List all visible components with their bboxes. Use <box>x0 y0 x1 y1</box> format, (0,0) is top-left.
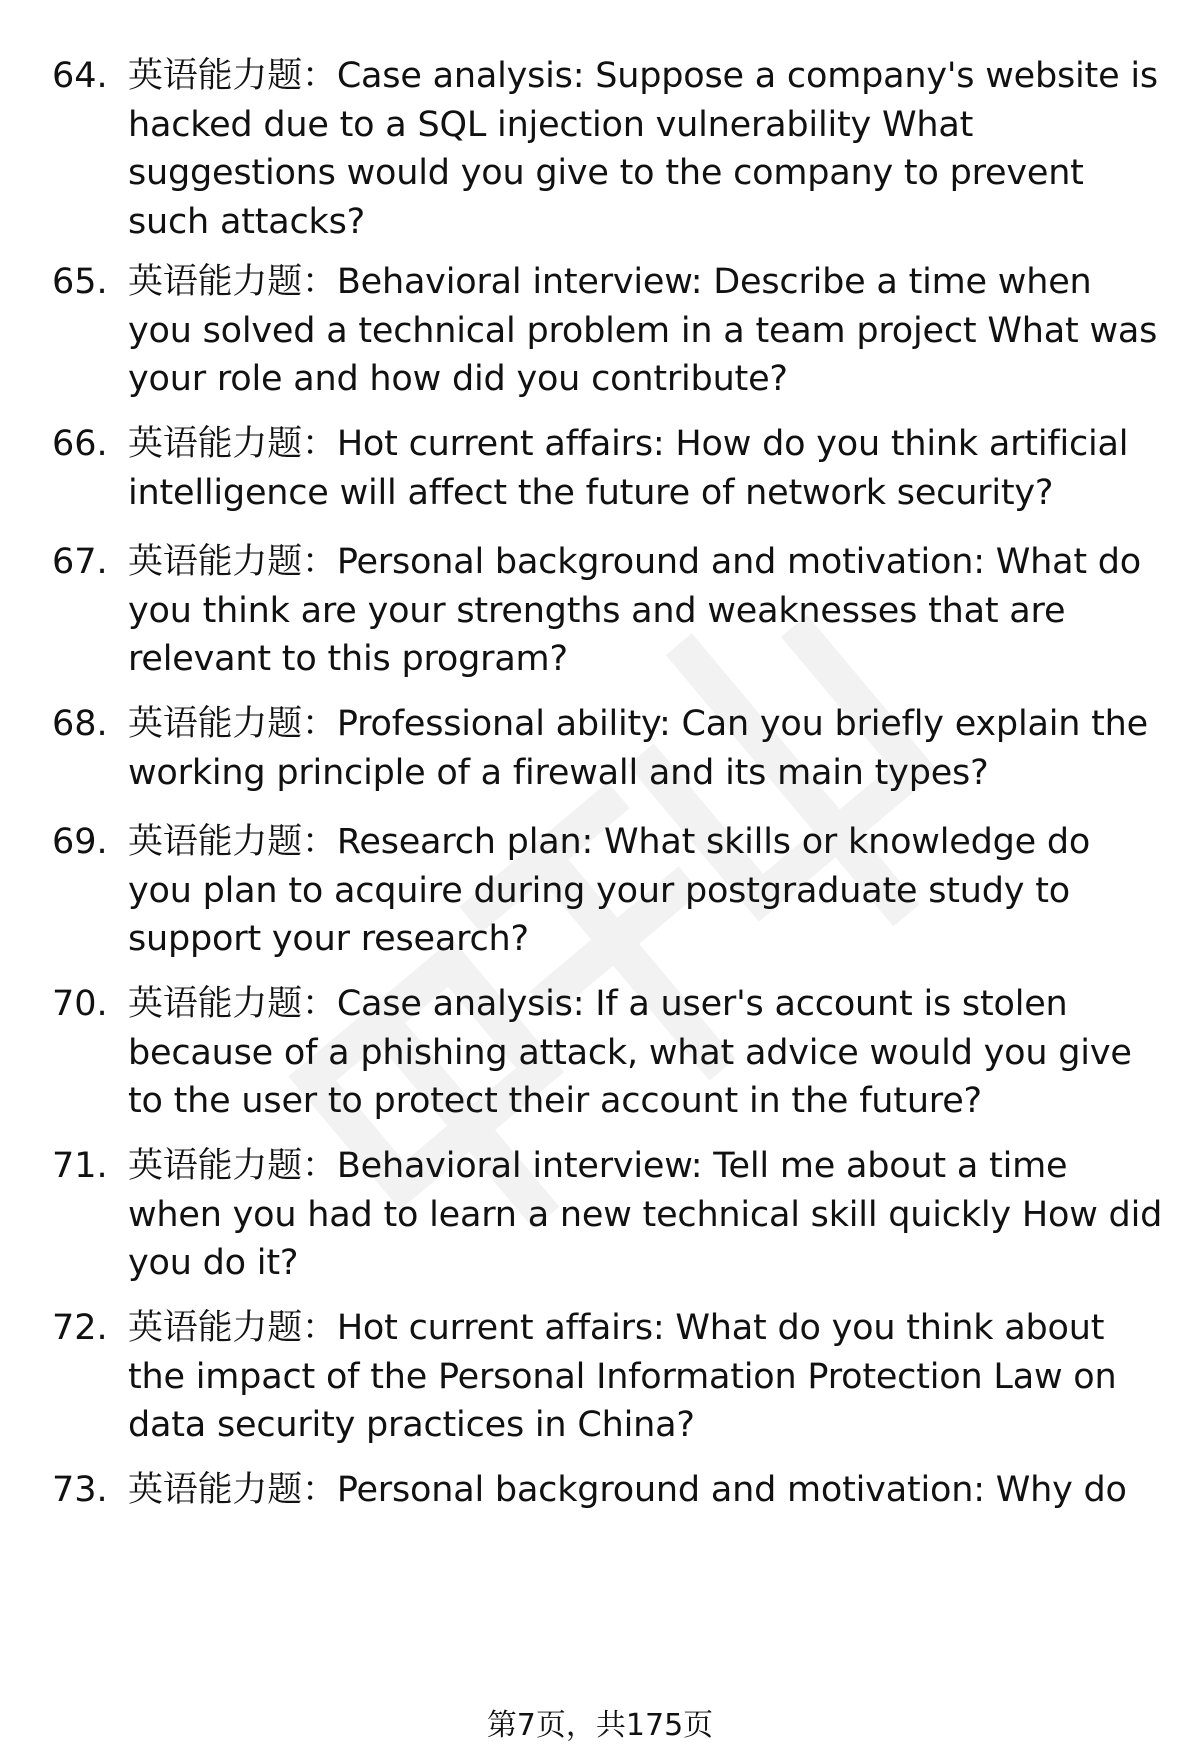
question-number: 68. <box>52 704 108 744</box>
question-text <box>128 52 1163 246</box>
page-footer <box>0 1706 1200 1746</box>
question-text <box>128 420 1163 517</box>
question-text <box>128 818 1163 964</box>
question-number: 72. <box>52 1308 108 1348</box>
question-body: Behavioral interview: Describe a time when you solved a technical problem in a team project What was your role and how did you contribute? <box>128 262 1158 399</box>
question-number: 70. <box>52 984 108 1024</box>
question-body: Professional ability: Can you briefly explain the working principle of a firewall and its main types? <box>128 704 1148 793</box>
question-number: 73. <box>52 1470 108 1510</box>
question-number: 71. <box>52 1146 108 1186</box>
question-category: 英语能力题： <box>128 1470 337 1510</box>
question-category: 英语能力题： <box>128 1308 337 1348</box>
question-body: Hot current affairs: How do you think artificial intelligence will affect the future of network security? <box>128 424 1129 513</box>
question-category: 英语能力题： <box>128 542 337 582</box>
question-number: 66. <box>52 424 108 464</box>
question-category: 英语能力题： <box>128 424 337 464</box>
question-category: 英语能力题： <box>128 822 337 862</box>
question-number: 67. <box>52 542 108 582</box>
question-text <box>128 1142 1163 1288</box>
question-category: 英语能力题： <box>128 262 337 302</box>
question-body: Research plan: What skills or knowledge do you plan to acquire during your postgraduate study to support your research? <box>128 822 1091 959</box>
question-number: 69. <box>52 822 108 862</box>
question-text <box>128 1304 1163 1450</box>
question-number: 65. <box>52 262 108 302</box>
question-body: Hot current affairs: What do you think about the impact of the Personal Information Protection Law on data security practices in China? <box>128 1308 1117 1445</box>
question-text <box>128 258 1163 404</box>
question-text <box>128 700 1163 797</box>
question-body: Case analysis: If a user's account is stolen because of a phishing attack, what advice would you give to the user to protect their account in the future? <box>128 984 1132 1121</box>
question-body: Behavioral interview: Tell me about a time when you had to learn a new technical skill quickly How did you do it? <box>128 1146 1163 1283</box>
question-body: Personal background and motivation: What do you think are your strengths and weaknesses that are relevant to this program? <box>128 542 1142 679</box>
question-category: 英语能力题： <box>128 984 337 1024</box>
question-category: 英语能力题： <box>128 56 337 96</box>
page-number-label: 第7页，共175页 <box>486 1708 714 1743</box>
question-text <box>128 980 1163 1126</box>
question-body: Personal background and motivation: Why do <box>336 1470 1127 1510</box>
question-category: 英语能力题： <box>128 1146 337 1186</box>
question-text <box>128 538 1163 684</box>
question-body: Case analysis: Suppose a company's website is hacked due to a SQL injection vulnerability What suggestions would you give to the company to prevent such attacks? <box>128 56 1158 242</box>
question-category: 英语能力题： <box>128 704 337 744</box>
question-number: 64. <box>52 56 108 96</box>
question-text <box>128 1466 1163 1515</box>
